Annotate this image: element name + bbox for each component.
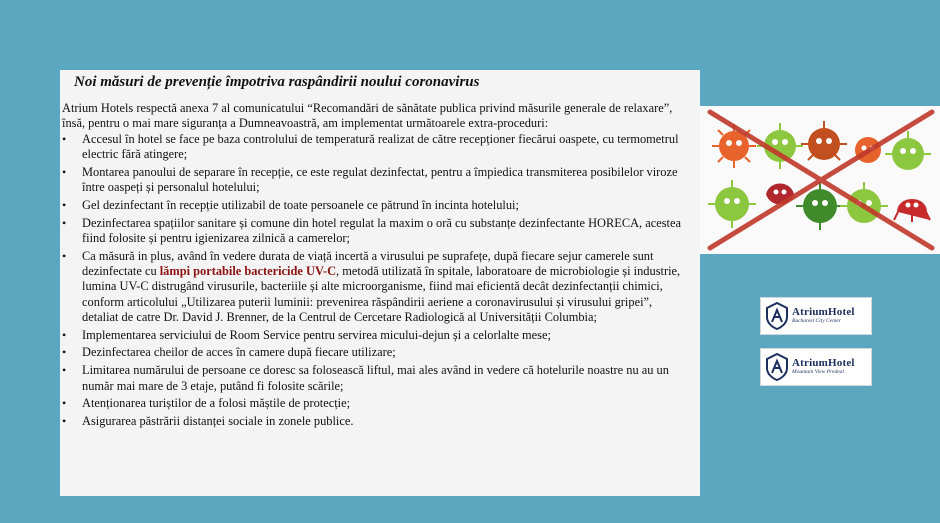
list-item <box>60 216 686 247</box>
notice-title: Noi măsuri de prevenție împotriva raspândirii noului coronavirus <box>74 74 480 90</box>
virus-icon <box>700 106 940 254</box>
measure-text: Atenționarea turiștilor de a folosi măștile de protecție; <box>82 396 351 411</box>
logo-subtitle: Mountain View Predeal <box>792 369 844 376</box>
measures-list <box>60 132 686 430</box>
bullet-glyph: • <box>62 215 67 230</box>
measure-text: Limitarea numărului de persoane ce doresc sa folosească liftul, mai ales având in vedere că hotelurile noastre nu au un număr mai mare de 3 etaje, putând fi folosite scările; <box>82 363 669 393</box>
bullet-glyph: • <box>62 164 67 179</box>
measure-text-after: , metodă utilizată în spitale, laboratoare de microbiologie și industrie, lumina UV-C distrugând virusurile, bacteriile și alte microorganisme, fiind mai eficientă decât dezinfectanții chimici, conform articolului „Utilizarea puterii luminii: prevenirea răspândirii aeriene a coronavirusului și virusului gripei”, detaliat de catre Dr. David J. Brenner, de la Centrul de Cercetare Radiologică al Universității Columbia; <box>82 263 681 324</box>
crossed-out-viruses-illustration <box>700 106 940 254</box>
bullet-glyph: • <box>62 363 67 378</box>
measure-text: Dezinfectarea spațiilor sanitare și comune din hotel regulat la maxim o oră cu substanțe dezinfectante HORECA, acestea fiind folosite și pentru igienizarea zilnică a camerelor; <box>82 215 681 245</box>
bullet-glyph: • <box>62 248 67 263</box>
bullet-glyph: • <box>62 197 67 212</box>
measure-text: Implementarea serviciului de Room Service pentru servirea micului-dejun și a celorlalte mese; <box>82 327 551 342</box>
list-item <box>60 414 686 429</box>
bullet-glyph: • <box>62 327 67 342</box>
logo-name: AtriumHotel <box>792 306 855 319</box>
list-item <box>60 132 686 163</box>
list-item <box>60 328 686 343</box>
measure-text: Gel dezinfectant în recepție utilizabil de toate persoanele ce pătrund în incinta hotelului; <box>82 197 519 212</box>
list-item <box>60 198 686 213</box>
measure-text: Asigurarea păstrării distanței sociale in zonele publice. <box>82 414 354 429</box>
notice-panel <box>60 70 700 496</box>
list-item <box>60 345 686 360</box>
atrium-hotel-predeal-logo <box>760 348 872 386</box>
list-item <box>60 363 686 394</box>
atrium-shield-icon <box>765 302 789 330</box>
atrium-shield-icon <box>765 353 789 381</box>
notice-intro: Atrium Hotels respectă anexa 7 al comunicatului “Recomandări de sănătate publica privind măsurile generale de relaxare”, însă, pentru o mai mare siguranța a Dumneavoastră, am implementat următoarele extra-proceduri: <box>62 101 673 131</box>
bullet-glyph: • <box>62 414 67 429</box>
atrium-hotel-bucharest-logo <box>760 297 872 335</box>
measure-text: Dezinfectarea cheilor de acces în camere după fiecare utilizare; <box>82 345 396 360</box>
logo-name: AtriumHotel <box>792 357 855 370</box>
measure-text-before: Ca măsură in plus, având în vedere durata de viață incertă a virusului pe suprafețe, după fiecare sejur camerele sunt dezinfectate cu <box>82 248 654 278</box>
bullet-glyph: • <box>62 396 67 411</box>
list-item <box>60 249 686 325</box>
bullet-glyph: • <box>62 345 67 360</box>
measure-text: Accesul în hotel se face pe baza controlului de temperatură realizat de către recepționer fiecărui oaspete, cu termometrul electric fără atingere; <box>82 131 679 161</box>
list-item <box>60 165 686 196</box>
bullet-glyph: • <box>62 131 67 146</box>
logo-subtitle: Bucharest City Center <box>792 318 841 325</box>
list-item <box>60 396 686 411</box>
uv-lamps-highlight: lămpi portabile bactericide UV-C <box>159 263 337 278</box>
measure-text: Montarea panoului de separare în recepție, ce este regulat dezinfectat, pentru a împiedica transmiterea posibilelor viroze între oaspeți și personalul hotelului; <box>82 164 678 194</box>
